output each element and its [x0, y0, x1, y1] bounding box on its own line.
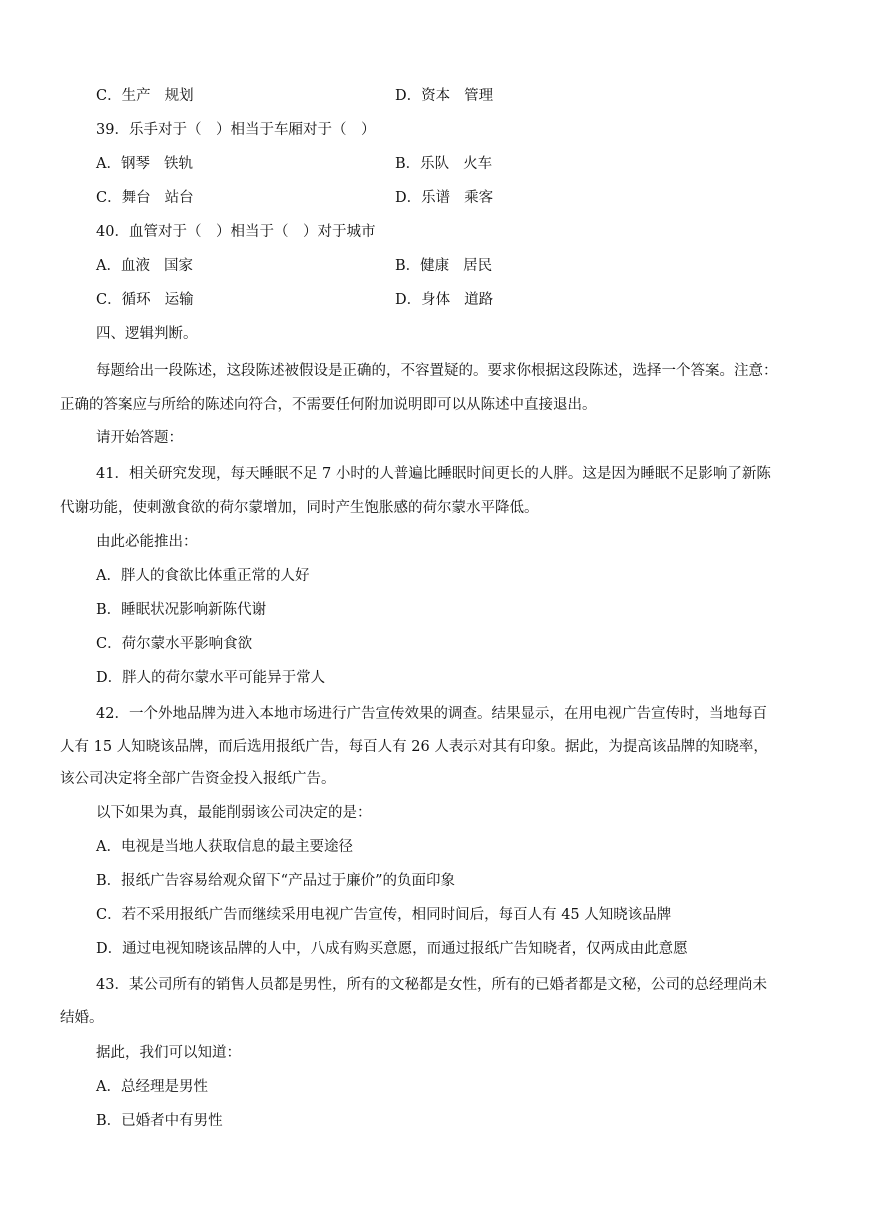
q41-stem-line-1: 41．相关研究发现，每天睡眠不足 7 小时的人普遍比睡眠时间更长的人胖。这是因为睡眠不足影响了新陈 [96, 466, 771, 482]
q42-option-b: B．报纸广告容易给观众留下“产品过于廉价”的负面印象 [96, 873, 455, 889]
q40-stem: 40．血管对于（ ）相当于（ ）对于城市 [96, 224, 376, 240]
q43-option-b: B．已婚者中有男性 [96, 1113, 223, 1129]
q42-stem-line-3: 该公司决定将全部广告资金投入报纸广告。 [60, 771, 336, 787]
q39-stem: 39．乐手对于（ ）相当于车厢对于（ ） [96, 122, 376, 138]
q43-option-a: A．总经理是男性 [96, 1079, 208, 1095]
q42-stem-line-2: 人有 15 人知晓该品牌，而后选用报纸广告，每百人有 26 人表示对其有印象。据此，为提高该品牌的知晓率， [60, 739, 768, 755]
section-heading: 四、逻辑判断。 [96, 326, 198, 342]
q42-option-c: C．若不采用报纸广告而继续采用电视广告宣传，相同时间后，每百人有 45 人知晓该品牌 [96, 907, 672, 923]
q38-option-d: D．资本 管理 [395, 88, 494, 104]
q42-prompt: 以下如果为真，最能削弱该公司决定的是： [96, 805, 372, 821]
q41-option-a: A．胖人的食欲比体重正常的人好 [96, 568, 310, 584]
q41-stem-line-2: 代谢功能，使刺激食欲的荷尔蒙增加，同时产生饱胀感的荷尔蒙水平降低。 [60, 500, 539, 516]
instructions-line-2: 正确的答案应与所给的陈述向符合，不需要任何附加说明即可以从陈述中直接退出。 [60, 397, 597, 413]
q39-option-b: B．乐队 火车 [395, 156, 493, 172]
q43-prompt: 据此，我们可以知道： [96, 1045, 241, 1061]
q41-option-b: B．睡眠状况影响新陈代谢 [96, 602, 267, 618]
q39-option-d: D．乐谱 乘客 [395, 190, 494, 206]
q40-option-d: D．身体 道路 [395, 292, 494, 308]
q41-option-c: C．荷尔蒙水平影响食欲 [96, 636, 253, 652]
q42-stem-line-1: 42．一个外地品牌为进入本地市场进行广告宣传效果的调查。结果显示，在用电视广告宣传时，当地每百 [96, 706, 767, 722]
q42-option-d: D．通过电视知晓该品牌的人中，八成有购买意愿，而通过报纸广告知晓者，仅两成由此意愿 [96, 941, 688, 957]
start-prompt: 请开始答题： [96, 430, 183, 446]
q40-option-c: C．循环 运输 [96, 292, 194, 308]
q40-option-b: B．健康 居民 [395, 258, 493, 274]
q42-option-a: A．电视是当地人获取信息的最主要途径 [96, 839, 353, 855]
q39-option-a: A．钢琴 铁轨 [96, 156, 193, 172]
instructions-line-1: 每题给出一段陈述，这段陈述被假设是正确的，不容置疑的。要求你根据这段陈述，选择一个答案。注意： [96, 363, 778, 379]
q43-stem-line-1: 43．某公司所有的销售人员都是男性，所有的文秘都是女性，所有的已婚者都是文秘，公司的总经理尚未 [96, 977, 767, 993]
q40-option-a: A．血液 国家 [96, 258, 193, 274]
q43-stem-line-2: 结婚。 [60, 1010, 104, 1026]
q41-option-d: D．胖人的荷尔蒙水平可能异于常人 [96, 670, 326, 686]
q39-option-c: C．舞台 站台 [96, 190, 194, 206]
q41-prompt: 由此必能推出： [96, 534, 198, 550]
q38-option-c: C．生产 规划 [96, 88, 194, 104]
